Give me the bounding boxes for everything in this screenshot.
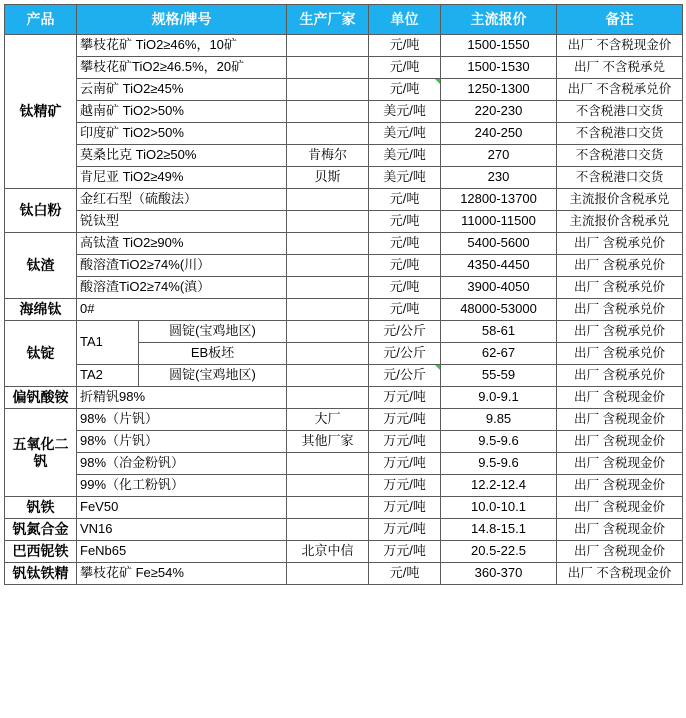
cell-manufacturer: 北京中信	[287, 541, 369, 563]
cell-note: 出厂 含税现金价	[557, 409, 683, 431]
table-row	[5, 123, 683, 145]
cell-spec: 高钛渣 TiO2≥90%	[77, 233, 287, 255]
cell-manufacturer	[287, 189, 369, 211]
cell-note: 出厂 含税承兑价	[557, 255, 683, 277]
cell-price: 12800-13700	[441, 189, 557, 211]
cell-manufacturer	[287, 101, 369, 123]
cell-product: 海绵钛	[5, 299, 77, 321]
table-row	[5, 519, 683, 541]
cell-spec: 印度矿 TiO2>50%	[77, 123, 287, 145]
cell-spec: 98%（冶金粉钒）	[77, 453, 287, 475]
cell-unit: 元/吨	[369, 79, 441, 101]
cell-manufacturer	[287, 79, 369, 101]
cell-note: 出厂 含税承兑价	[557, 277, 683, 299]
cell-price: 20.5-22.5	[441, 541, 557, 563]
column-header-price: 主流报价	[441, 5, 557, 35]
cell-note: 出厂 含税承兑价	[557, 343, 683, 365]
cell-note: 出厂 含税现金价	[557, 387, 683, 409]
table-row	[5, 189, 683, 211]
cell-unit: 元/吨	[369, 277, 441, 299]
cell-manufacturer: 肯梅尔	[287, 145, 369, 167]
cell-note: 主流报价含税承兑	[557, 211, 683, 233]
cell-manufacturer	[287, 365, 369, 387]
cell-note: 出厂 含税现金价	[557, 453, 683, 475]
cell-note: 出厂 含税承兑价	[557, 299, 683, 321]
cell-unit: 万元/吨	[369, 541, 441, 563]
cell-unit: 元/吨	[369, 255, 441, 277]
table-row	[5, 299, 683, 321]
cell-unit: 元/公斤	[369, 321, 441, 343]
table-row	[5, 453, 683, 475]
cell-product: 钒氮合金	[5, 519, 77, 541]
cell-note: 不含税港口交货	[557, 145, 683, 167]
cell-unit: 美元/吨	[369, 123, 441, 145]
table-row	[5, 211, 683, 233]
cell-manufacturer: 贝斯	[287, 167, 369, 189]
table-row	[5, 35, 683, 57]
cell-price: 11000-11500	[441, 211, 557, 233]
cell-unit: 美元/吨	[369, 167, 441, 189]
table-row	[5, 365, 683, 387]
cell-manufacturer	[287, 343, 369, 365]
table-row	[5, 321, 683, 343]
cell-manufacturer	[287, 277, 369, 299]
cell-spec: FeNb65	[77, 541, 287, 563]
column-header-unit: 单位	[369, 5, 441, 35]
cell-unit: 元/吨	[369, 189, 441, 211]
cell-spec: 攀枝花矿 Fe≥54%	[77, 563, 287, 585]
cell-note: 出厂 含税现金价	[557, 541, 683, 563]
cell-price: 9.0-9.1	[441, 387, 557, 409]
cell-price: 240-250	[441, 123, 557, 145]
cell-unit: 万元/吨	[369, 497, 441, 519]
cell-unit: 元/吨	[369, 211, 441, 233]
cell-price: 55-59	[441, 365, 557, 387]
table-row	[5, 167, 683, 189]
cell-manufacturer	[287, 57, 369, 79]
cell-note: 出厂 含税承兑价	[557, 233, 683, 255]
table-row	[5, 233, 683, 255]
cell-spec: 99%（化工粉钒）	[77, 475, 287, 497]
cell-note: 出厂 含税现金价	[557, 519, 683, 541]
cell-note: 出厂 不含税现金价	[557, 35, 683, 57]
cell-price: 230	[441, 167, 557, 189]
cell-note: 不含税港口交货	[557, 123, 683, 145]
cell-note: 出厂 含税现金价	[557, 497, 683, 519]
table-row	[5, 497, 683, 519]
cell-price: 9.5-9.6	[441, 431, 557, 453]
cell-manufacturer	[287, 255, 369, 277]
cell-manufacturer	[287, 321, 369, 343]
cell-manufacturer	[287, 299, 369, 321]
table-row	[5, 145, 683, 167]
cell-price: 14.8-15.1	[441, 519, 557, 541]
table-row	[5, 57, 683, 79]
cell-spec-detail: EB板坯	[139, 343, 287, 365]
cell-spec: 98%（片钒）	[77, 431, 287, 453]
cell-manufacturer	[287, 123, 369, 145]
table-row	[5, 277, 683, 299]
table-row	[5, 101, 683, 123]
cell-unit: 美元/吨	[369, 101, 441, 123]
cell-note: 不含税港口交货	[557, 167, 683, 189]
cell-price: 220-230	[441, 101, 557, 123]
cell-product: 钒铁	[5, 497, 77, 519]
table-row	[5, 431, 683, 453]
cell-unit: 万元/吨	[369, 453, 441, 475]
cell-price: 62-67	[441, 343, 557, 365]
cell-manufacturer	[287, 475, 369, 497]
cell-spec: 肯尼亚 TiO2≥49%	[77, 167, 287, 189]
cell-spec-detail: 圆锭(宝鸡地区)	[139, 365, 287, 387]
cell-manufacturer	[287, 211, 369, 233]
cell-note: 出厂 不含税承兑价	[557, 79, 683, 101]
cell-note: 不含税港口交货	[557, 101, 683, 123]
cell-price: 3900-4050	[441, 277, 557, 299]
cell-manufacturer: 其他厂家	[287, 431, 369, 453]
cell-grade: TA1	[77, 321, 139, 365]
cell-spec: 锐钛型	[77, 211, 287, 233]
cell-manufacturer	[287, 563, 369, 585]
cell-product: 钛锭	[5, 321, 77, 387]
column-header-note: 备注	[557, 5, 683, 35]
cell-product: 钛渣	[5, 233, 77, 299]
cell-spec: 攀枝花矿 TiO2≥46%，10矿	[77, 35, 287, 57]
cell-unit: 元/吨	[369, 35, 441, 57]
table-row	[5, 387, 683, 409]
column-header-product: 产品	[5, 5, 77, 35]
cell-manufacturer	[287, 519, 369, 541]
cell-note: 出厂 含税承兑价	[557, 321, 683, 343]
cell-unit: 元/公斤	[369, 365, 441, 387]
cell-spec: 莫桑比克 TiO2≥50%	[77, 145, 287, 167]
cell-unit: 元/吨	[369, 299, 441, 321]
cell-price: 1250-1300	[441, 79, 557, 101]
cell-unit: 万元/吨	[369, 519, 441, 541]
header-row	[5, 5, 683, 35]
cell-spec: 攀枝花矿TiO2≥46.5%，20矿	[77, 57, 287, 79]
cell-unit: 美元/吨	[369, 145, 441, 167]
cell-manufacturer	[287, 387, 369, 409]
cell-unit: 元/吨	[369, 233, 441, 255]
table-row	[5, 541, 683, 563]
column-header-spec: 规格/牌号	[77, 5, 287, 35]
cell-spec: 折精钒98%	[77, 387, 287, 409]
cell-price: 58-61	[441, 321, 557, 343]
cell-spec: 酸溶渣TiO2≥74%(滇）	[77, 277, 287, 299]
cell-price: 12.2-12.4	[441, 475, 557, 497]
table-row	[5, 475, 683, 497]
cell-spec: 0#	[77, 299, 287, 321]
cell-product: 钛白粉	[5, 189, 77, 233]
cell-price: 1500-1550	[441, 35, 557, 57]
cell-note: 主流报价含税承兑	[557, 189, 683, 211]
cell-manufacturer	[287, 233, 369, 255]
cell-spec: FeV50	[77, 497, 287, 519]
cell-grade: TA2	[77, 365, 139, 387]
cell-unit: 万元/吨	[369, 409, 441, 431]
cell-note: 出厂 含税现金价	[557, 431, 683, 453]
table-body	[5, 35, 683, 585]
cell-price: 360-370	[441, 563, 557, 585]
cell-price: 4350-4450	[441, 255, 557, 277]
table-row	[5, 79, 683, 101]
cell-unit: 万元/吨	[369, 387, 441, 409]
cell-price: 10.0-10.1	[441, 497, 557, 519]
commodity-price-table	[4, 4, 683, 585]
cell-manufacturer: 大厂	[287, 409, 369, 431]
table-header	[5, 5, 683, 35]
cell-spec: 云南矿 TiO2≥45%	[77, 79, 287, 101]
cell-product: 五氧化二钒	[5, 409, 77, 497]
table-row	[5, 255, 683, 277]
cell-spec: 金红石型（硫酸法）	[77, 189, 287, 211]
cell-unit: 万元/吨	[369, 431, 441, 453]
cell-unit: 元/吨	[369, 563, 441, 585]
cell-unit: 元/吨	[369, 57, 441, 79]
cell-spec: 酸溶渣TiO2≥74%(川）	[77, 255, 287, 277]
column-header-manufacturer: 生产厂家	[287, 5, 369, 35]
cell-note: 出厂 含税承兑价	[557, 365, 683, 387]
cell-price: 5400-5600	[441, 233, 557, 255]
cell-price: 9.5-9.6	[441, 453, 557, 475]
table-row	[5, 563, 683, 585]
cell-unit: 元/公斤	[369, 343, 441, 365]
cell-note: 出厂 不含税承兑	[557, 57, 683, 79]
cell-manufacturer	[287, 453, 369, 475]
cell-manufacturer	[287, 497, 369, 519]
cell-spec-detail: 圆锭(宝鸡地区)	[139, 321, 287, 343]
cell-product: 巴西铌铁	[5, 541, 77, 563]
cell-product: 钛精矿	[5, 35, 77, 189]
cell-price: 270	[441, 145, 557, 167]
cell-manufacturer	[287, 35, 369, 57]
cell-spec: VN16	[77, 519, 287, 541]
cell-product: 钒钛铁精	[5, 563, 77, 585]
cell-product: 偏钒酸铵	[5, 387, 77, 409]
cell-unit: 万元/吨	[369, 475, 441, 497]
cell-price: 48000-53000	[441, 299, 557, 321]
table-row	[5, 409, 683, 431]
cell-spec: 越南矿 TiO2>50%	[77, 101, 287, 123]
cell-spec: 98%（片钒）	[77, 409, 287, 431]
cell-price: 1500-1530	[441, 57, 557, 79]
cell-note: 出厂 含税现金价	[557, 475, 683, 497]
cell-note: 出厂 不含税现金价	[557, 563, 683, 585]
cell-price: 9.85	[441, 409, 557, 431]
